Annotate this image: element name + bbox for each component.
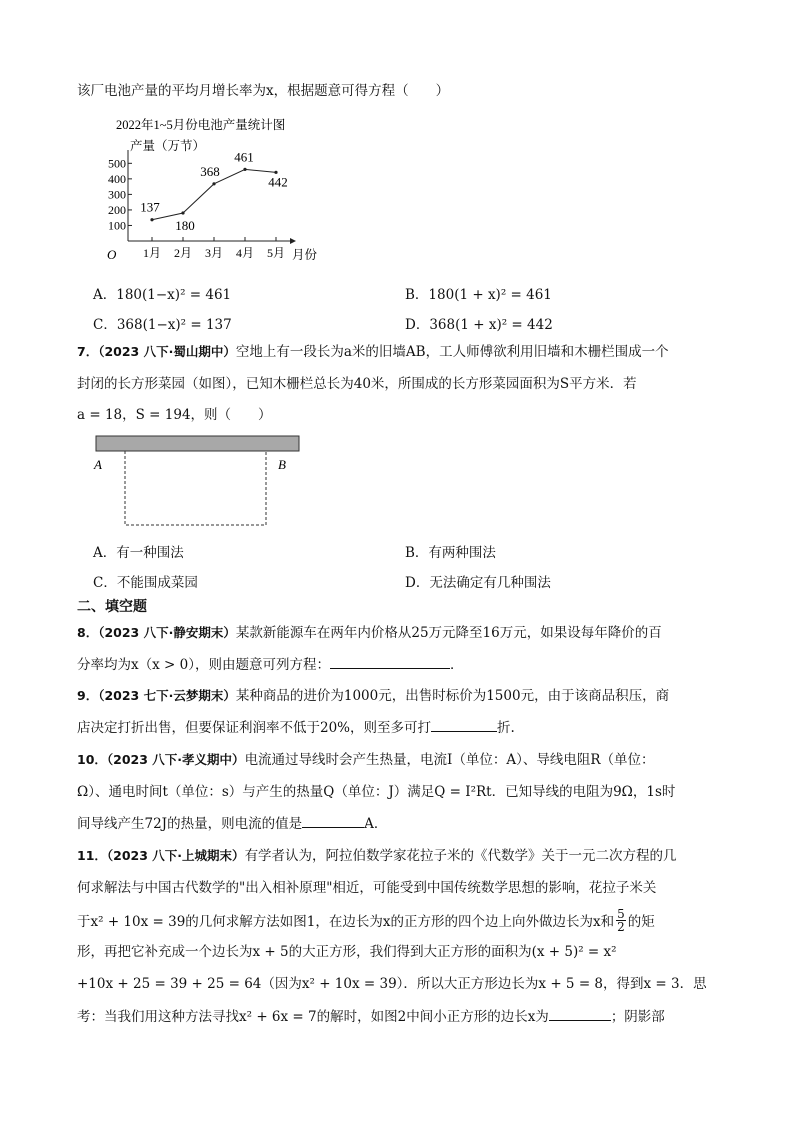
data-point [150,218,153,221]
q10-line3 [77,813,387,834]
q7-option-b[interactable]: B．有两种围法 [405,545,496,561]
q11-line2: 何求解法与中国古代数学的"出入相补原理"相近，可能受到中国传统数学思想的影响，花拉子米关 [77,880,657,896]
point-a-label: A [94,457,102,472]
data-label: 180 [175,218,195,234]
y-tick-label: 200 [108,202,126,217]
q11-answer-blank[interactable] [549,1006,611,1021]
q11-text3: 于x² + 10x = 39的几何求解方法如图1，在边长为x的正方形的四个边上向外做边长为x和 [77,914,615,930]
data-point [212,182,215,185]
chart-ylabel: 产量（万节） [130,139,206,153]
chart-origin-label: O [107,247,117,262]
q9-text2: 店决定打折出售，但要保证利润率不低于20%，则至多可打 [77,720,432,736]
q10-number: 10． [77,752,107,767]
y-tick-label: 300 [108,187,126,202]
q7-line1 [77,342,669,362]
q11-text6b: ；阴影部 [610,1009,665,1025]
q11-line3 [77,907,655,935]
fraction-denominator: 2 [617,920,625,934]
q6-option-b[interactable]: B．180(1 + x)² = 461 [405,287,552,303]
x-axis-arrow [290,238,296,244]
q8-line2 [77,654,463,675]
data-label: 368 [200,163,220,179]
q8-text2: 分率均为x（x > 0），则由题意可列方程： [77,657,330,673]
q11-line6 [77,1006,665,1027]
y-tick-label: 400 [108,171,126,186]
q10-line2: Ω）、通电时间t（单位：s）与产生的热量Q（单位：J）满足Q = I²Rt．已知导线的电阻为9Ω，1s时 [77,784,676,800]
q11-text3b: 的矩 [627,914,655,930]
data-label: 442 [268,174,288,190]
q8-number: 8． [77,625,99,640]
garden-diagram [90,432,310,532]
q11-line4: 形，再把它补充成一个边长为x + 5的大正方形，我们得到大正方形的面积为(x + 5)² = x² [77,944,617,960]
q6-option-d[interactable]: D．368(1 + x)² = 442 [405,317,553,333]
q8-line1 [77,623,662,643]
x-tick-label: 2月 [173,246,193,260]
q7-option-d[interactable]: D．无法确定有几种围法 [405,575,551,591]
q9-answer-blank[interactable] [431,717,497,732]
q9-source: （2023 七下·云梦期末） [98,688,236,703]
q9-suffix: 折. [497,720,515,736]
x-tick-label: 3月 [204,246,224,260]
q9-text1: 某种商品的进价为1000元，出售时标价为1500元，由于该商品积压，商 [235,688,670,704]
chart-title: 2022年1~5月份电池产量统计图 [116,118,286,132]
y-tick-label: 500 [108,156,126,171]
data-label: 461 [234,149,254,165]
q10-unit: A． [364,816,388,832]
q10-text1: 电流通过导线时会产生热量，电流I（单位：A）、导线电阻R（单位： [244,752,655,768]
q6-option-c[interactable]: C．368(1−x)² = 137 [93,317,232,333]
q7-number: 7． [77,344,99,359]
q11-line1 [77,846,677,866]
q6-option-a[interactable]: A．180(1−x)² = 461 [93,287,232,303]
q7-line2: 封闭的长方形菜园（如图），已知木栅栏总长为40米，所围成的长方形菜园面积为S平方米．若 [77,376,637,392]
chart-xlabel: 月份 [292,248,318,262]
q11-text6: 考：当我们用这种方法寻找x² + 6x = 7的解时，如图2中间小正方形的边长x为 [77,1009,549,1025]
x-tick-label: 1月 [142,246,162,260]
q7-text1: 空地上有一段长为a米的旧墙AB，工人师傅欲利用旧墙和木栅栏围成一个 [235,344,669,360]
data-label: 137 [140,199,160,215]
q7-option-c[interactable]: C．不能围成菜园 [93,575,198,591]
fence-outline [125,451,266,525]
fraction-numerator: 5 [617,907,625,921]
q8-period: ． [449,657,464,673]
q6-stem: 该厂电池产量的平均月增长率为x，根据题意可得方程（ ） [77,83,450,99]
fraction-five-halves [616,908,626,933]
q8-text1: 某款新能源车在两年内价格从25万元降至16万元，如果设每年降价的百 [235,625,662,641]
production-line-chart [90,110,330,270]
q7-option-a[interactable]: A．有一种围法 [93,545,184,561]
q9-line1 [77,686,669,706]
q10-source: （2023 八下·孝义期中） [106,752,245,767]
data-point [181,211,184,214]
q11-number: 11． [77,848,107,863]
section-fill-in-blank: 二、填空题 [77,599,147,615]
point-b-label: B [278,457,286,472]
q8-answer-blank[interactable] [330,654,450,669]
q11-line5: +10x + 25 = 39 + 25 = 64（因为x² + 10x = 39）．所以大正方形边长为x + 5 = 8，得到x = 3．思 [77,976,707,992]
q7-source: （2023 八下·蜀山期中） [98,344,236,359]
q11-text1: 有学者认为，阿拉伯数学家花拉子米的《代数学》关于一元二次方程的几 [244,848,677,864]
y-tick-label: 100 [108,218,126,233]
q9-line2 [77,717,515,738]
q9-number: 9． [77,688,99,703]
q10-text3: 间导线产生72J的热量，则电流的值是 [77,816,303,832]
q11-source: （2023 八下·上城期末） [106,848,245,863]
q7-line3: a = 18，S = 194，则（ ） [77,407,272,423]
q10-answer-blank[interactable] [302,813,364,828]
data-point [243,168,246,171]
q8-source: （2023 八下·静安期末） [98,625,236,640]
q10-line1 [77,750,655,770]
old-wall [96,436,299,451]
x-tick-label: 5月 [266,246,286,260]
x-tick-label: 4月 [235,246,255,260]
